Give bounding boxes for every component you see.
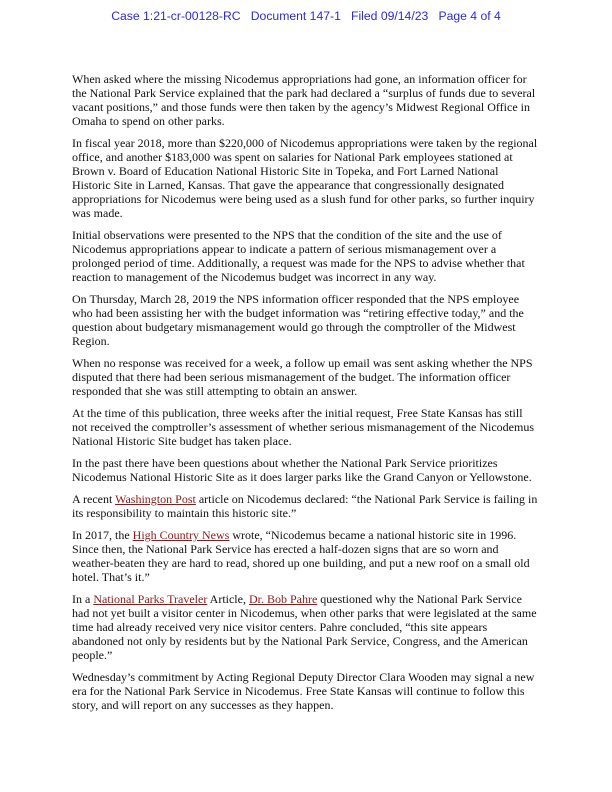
text-line (72, 320, 552, 334)
text-line (72, 620, 552, 634)
text-line (72, 86, 552, 100)
text-line (72, 270, 552, 284)
text-segment: Historic Site in Larned, Kansas. That gave the appearance that congressionally designated (72, 178, 504, 192)
paragraph (72, 356, 552, 398)
text-segment: story, and will report on any successes as they happen. (72, 698, 334, 712)
text-line (72, 150, 552, 164)
text-line (72, 406, 552, 420)
text-line (72, 634, 552, 648)
text-segment: hotel. That’s it.” (72, 570, 150, 584)
text-segment: responded that she was still attempting to obtain an answer. (72, 384, 358, 398)
text-segment: In the past there have been questions about whether the National Park Service prioritizes (72, 456, 498, 470)
article-link[interactable]: High Country News (132, 528, 230, 542)
text-line (72, 228, 552, 242)
text-segment: not received the comptroller’s assessment of whether serious mismanagement of the Nicodemus (72, 420, 534, 434)
text-segment: people.” (72, 648, 113, 662)
text-segment: Initial observations were presented to the NPS that the condition of the site and the use of (72, 228, 502, 242)
paragraph (72, 456, 552, 484)
text-line (72, 356, 552, 370)
text-line (72, 334, 552, 348)
text-line (72, 242, 552, 256)
text-line (72, 192, 552, 206)
text-line (72, 206, 552, 220)
paragraph (72, 492, 552, 520)
paragraph (72, 528, 552, 584)
text-segment: Nicodemus National Historic Site as it does larger parks like the Grand Canyon or Yellowstone. (72, 470, 532, 484)
text-segment: When no response was received for a week, a follow up email was sent asking whether the NPS (72, 356, 533, 370)
text-line (72, 592, 552, 606)
text-segment: Wednesday’s commitment by Acting Regional Deputy Director Clara Wooden may signal a new (72, 670, 535, 684)
text-line (72, 384, 552, 398)
text-line (72, 684, 552, 698)
article-link[interactable]: National Parks Traveler (93, 592, 208, 606)
paragraph (72, 670, 552, 712)
text-segment: On Thursday, March 28, 2019 the NPS information officer responded that the NPS employee (72, 292, 520, 306)
text-segment: reaction to management of the Nicodemus budget was incorrect in any way. (72, 270, 437, 284)
paragraph (72, 228, 552, 284)
document-number: Document 147-1 (250, 9, 341, 23)
text-line (72, 434, 552, 448)
text-segment: weather-beaten they are hard to read, shored up one building, and put a new roof on a small old (72, 556, 530, 570)
text-segment: wrote, “Nicodemus became a national historic site in 1996. (229, 528, 517, 542)
case-number: Case 1:21-cr-00128-RC (111, 9, 241, 23)
text-segment: At the time of this publication, three weeks after the initial request, Free State Kansas has still (72, 406, 523, 420)
paragraph (72, 292, 552, 348)
text-line (72, 648, 552, 662)
filed-date: Filed 09/14/23 (351, 9, 429, 23)
article-link[interactable]: Washington Post (115, 492, 196, 506)
text-segment: question about budgetary mismanagement would go through the comptroller of the Midwest (72, 320, 516, 334)
text-line (72, 698, 552, 712)
text-line (72, 100, 552, 114)
text-line (72, 542, 552, 556)
text-line (72, 606, 552, 620)
text-segment: had not yet built a visitor center in Nicodemus, when other parks that were legislated at the same (72, 606, 537, 620)
article-body (72, 72, 552, 720)
text-segment: In fiscal year 2018, more than $220,000 of Nicodemus appropriations were taken by the regional (72, 136, 538, 150)
text-line (72, 72, 552, 86)
text-segment: Region. (72, 334, 110, 348)
text-segment: Since then, the National Park Service has erected a half-dozen signs that are so worn and (72, 542, 499, 556)
text-line (72, 528, 552, 542)
court-filing-header (0, 9, 612, 23)
text-segment: National Historic Site budget has taken place. (72, 434, 292, 448)
text-line (72, 670, 552, 684)
text-segment: office, and another $183,000 was spent on salaries for National Park employees stationed at (72, 150, 513, 164)
text-line (72, 506, 552, 520)
text-segment: who had been assisting her with the budget information was “retiring effective today,” and the (72, 306, 524, 320)
text-segment: In 2017, the (72, 528, 133, 542)
text-line (72, 370, 552, 384)
paragraph (72, 72, 552, 128)
text-line (72, 470, 552, 484)
text-segment: Article, (207, 592, 249, 606)
text-segment: prolonged period of time. Additionally, a request was made for the NPS to advise whether that (72, 256, 525, 270)
text-line (72, 164, 552, 178)
text-segment: questioned why the National Park Service (317, 592, 522, 606)
text-segment: disputed that there had been serious mismanagement of the budget. The information officer (72, 370, 511, 384)
paragraph (72, 406, 552, 448)
text-line (72, 306, 552, 320)
text-line (72, 178, 552, 192)
text-segment: appropriations for Nicodemus were being used as a slush fund for other parks, so further inquiry (72, 192, 535, 206)
text-segment: abandoned not only by residents but by the National Park Service, Congress, and the American (72, 634, 528, 648)
text-segment: the National Park Service explained that the park had declared a “surplus of funds due to several (72, 86, 536, 100)
text-line (72, 256, 552, 270)
text-line (72, 114, 552, 128)
text-line (72, 136, 552, 150)
text-segment: time had already received very nice visitor centers. Pahre concluded, “this site appears (72, 620, 488, 634)
text-line (72, 456, 552, 470)
text-segment: its responsibility to maintain this historic site.” (72, 506, 297, 520)
text-line (72, 492, 552, 506)
text-segment: When asked where the missing Nicodemus appropriations had gone, an information officer for (72, 72, 527, 86)
text-segment: era for the National Park Service in Nicodemus. Free State Kansas will continue to follow this (72, 684, 525, 698)
text-segment: was made. (72, 206, 123, 220)
text-line (72, 292, 552, 306)
text-segment: In a (72, 592, 94, 606)
text-segment: article on Nicodemus declared: “the National Park Service is failing in (195, 492, 538, 506)
text-segment: Omaha to spend on other parks. (72, 114, 225, 128)
text-segment: vacant positions,” and those funds were then taken by the agency’s Midwest Regional Office in (72, 100, 530, 114)
text-segment: Nicodemus appropriations appear to indicate a pattern of serious mismanagement over a (72, 242, 497, 256)
text-line (72, 420, 552, 434)
paragraph (72, 136, 552, 220)
text-line (72, 570, 552, 584)
text-line (72, 556, 552, 570)
paragraph (72, 592, 552, 662)
article-link[interactable]: Dr. Bob Pahre (248, 592, 318, 606)
text-segment: Brown v. Board of Education National Historic Site in Topeka, and Fort Larned National (72, 164, 499, 178)
text-segment: A recent (72, 492, 116, 506)
page-number: Page 4 of 4 (438, 9, 501, 23)
